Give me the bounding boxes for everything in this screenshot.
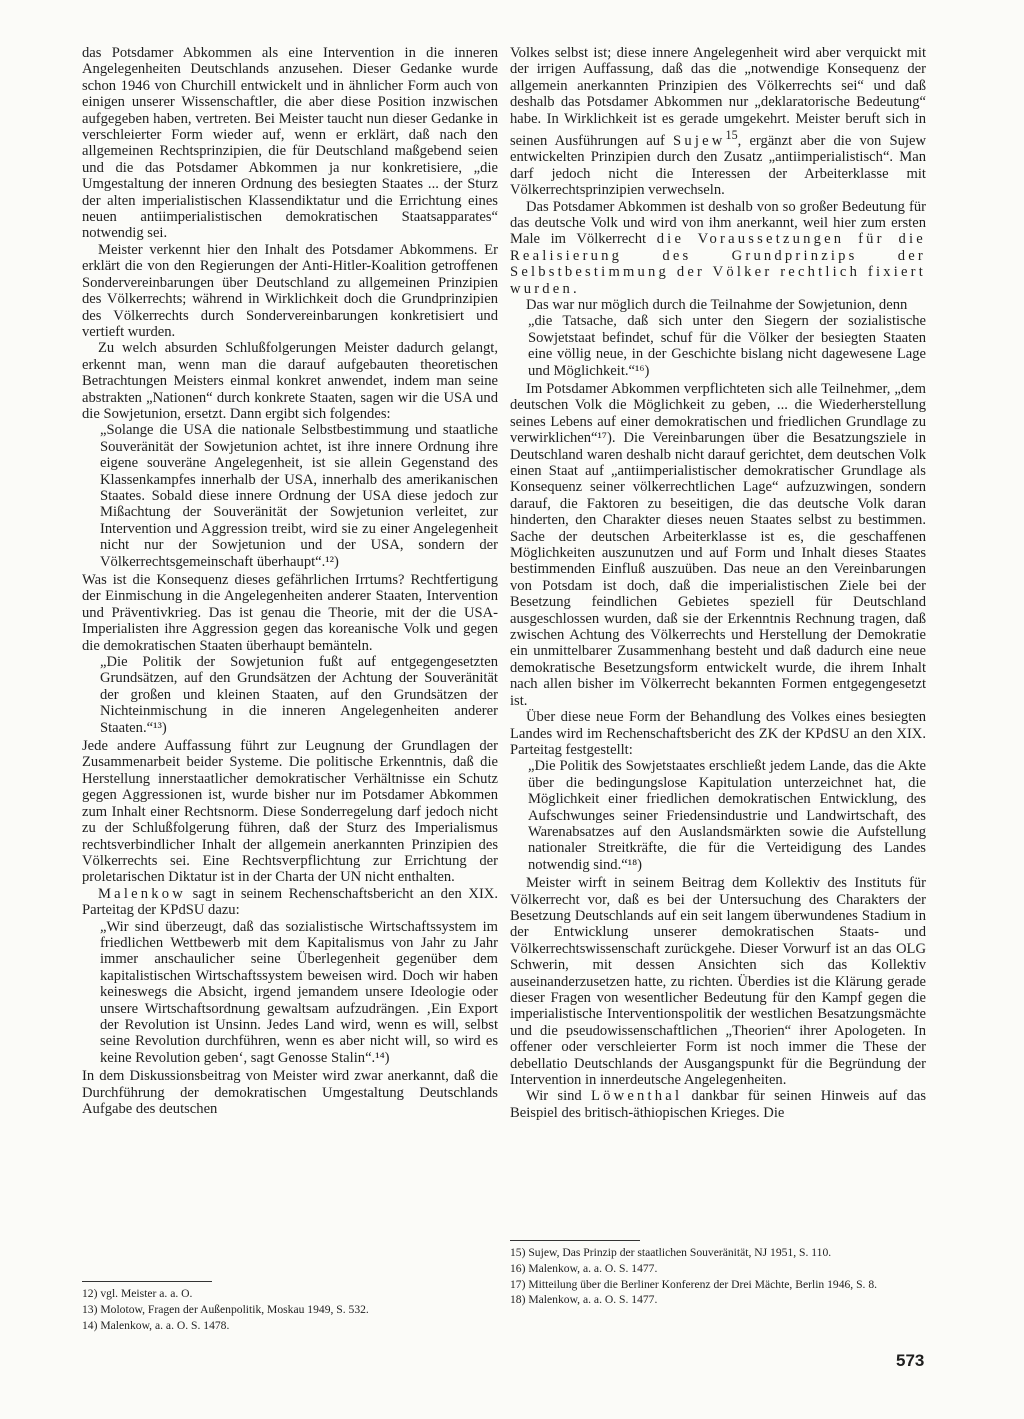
paragraph: Meister wirft in seinem Beitrag dem Kollektiv des Instituts für Völkerrecht vor, daß es bei der Untersuchung des Charakters der Besetzung Deutschlands auf ein seit langem überwundenes Stadium in der Entwicklung unserer demokratischen Staats- und Völkerrechtswissenschaft zurückgehe. Dieser Vorwurf ist an das OLG Schwerin, mit dessen Ansichten sich das Kollektiv auseinanderzusetzen hatte, zu richten. Überdies ist die Klärung gerade dieser Fragen von wesentlicher Bedeutung für den Kampf gegen die imperialistische Interventionspolitik der westlichen Besatzungsmächte und die pseudowissenschaftlichen „Theorien“ ihrer Apologeten. In offener oder verschleierter Form ist noch immer die These der debellatio Deutschlands der Ausgangspunkt für die Begründung der Intervention in innerdeutsche Angelegenheiten. — [510, 875, 926, 1089]
footnote-rule — [82, 1281, 212, 1282]
block-quote: „Wir sind überzeugt, daß das sozialistische Wirtschaftssystem im friedlichen Wettbewerb mit dem Kapitalismus von Jahr zu Jahr immer anschaulicher seine Überlegenheit gegenüber dem kapitalistischen Wirtschaftssystem beweisen wird. Doch wir haben keineswegs die Absicht, irgend jemandem unsere Ideologie oder unsere Wirtschaftsordnung gewaltsam aufzudrängen. ‚Ein Export der Revolution ist Unsinn. Jedes Land wird, wenn es will, selbst seine Revolution durchführen, wenn es aber nicht will, so wird es keine Revolution geben‘, sagt Genosse Stalin“.¹⁴) — [100, 918, 498, 1066]
footnote: 14) Malenkow, a. a. O. S. 1478. — [82, 1318, 230, 1332]
spaced-name: Löwenthal — [591, 1088, 683, 1105]
footnote: 15) Sujew, Das Prinzip der staatlichen Souveränität, NJ 1951, S. 110. — [510, 1246, 832, 1259]
paragraph — [510, 1088, 926, 1121]
footnote: 18) Malenkow, a. a. O. S. 1477. — [510, 1293, 658, 1307]
paragraph-text: sagt in seinem Rechenschaftsbericht an den XIX. Parteitag der KPdSU dazu: — [82, 885, 498, 919]
paragraph — [82, 886, 498, 919]
paragraph-text: , ergänzt aber die von Sujew entwickelten Prinzipien durch den Zusatz „antiimperialistisch“. Man darf jedoch nicht die Interessen der Arbeiterklasse mit Völkerrechtsprinzipien verwechseln. — [510, 132, 926, 199]
paragraph: In dem Diskussionsbeitrag von Meister wird zwar anerkannt, daß die Durchführung der demokratischen Umgestaltung Deutschlands Aufgabe des deutschen — [82, 1068, 498, 1117]
paragraph: Im Potsdamer Abkommen verpflichteten sich alle Teilnehmer, „dem deutschen Volk die Möglichkeit zu geben, ... die Wiederherstellung seines Lebens auf einer demokratischen und friedlichen Grundlage zu verwirklichen“¹⁷). Die Vereinbarungen über die Besatzungsziele in Deutschland waren deshalb nicht darauf gerichtet, dem deutschen Volk einen Staat auf „antiimperialistischer demokratischer Grundlage als Konsequenz seiner völkerrechtlichen Lage“ aufzuzwingen, sondern darauf, die Faktoren zu beseitigen, die das deutsche Volk daran hinderten, den Charakter dieses neuen Staates selbst zu bestimmen. Sache der deutschen Arbeiterklasse ist es, die geschaffenen Möglichkeiten auszunutzen und auf Form und Inhalt dieses Staates bestimmenden Einfluß auszuüben. Das neue an den Vereinbarungen von Potsdam ist doch, daß die imperialistischen Ziele bei der Besetzung feindlichen Gebietes speziell für Deutschland ausgeschlossen wurden, daß sie der Erkenntnis Rechnung tragen, daß zwischen Achtung des Völkerrechts und Herstellung der Demokratie ein unmittelbarer Zusammenhang besteht und daß dadurch eine neue demokratische Besetzungsform entwickelt wurde, die ihrem Inhalt nach allen bisher im Völkerrecht bekannten Formen entgegengesetzt ist. — [510, 380, 926, 709]
paragraph — [510, 45, 926, 199]
footnote: 12) vgl. Meister a. a. O. — [82, 1287, 193, 1300]
paragraph-text: Volkes selbst ist; diese innere Angelegenheit wird aber verquickt mit der irrigen Auffassung, daß das die „notwendige Konsequenz der allgemein anerkannten Prinzipien des Völkerrechts sei“ und daß deshalb das Potsdamer Abkommen nur „deklaratorische Bedeutung“ habe. In Wirklichkeit ist es gerade umgekehrt. Meister beruft sich in seinen Ausführungen auf — [510, 45, 926, 149]
footnotes-left — [82, 1281, 498, 1334]
footnotes-right — [510, 1240, 926, 1309]
paragraph: Was ist die Konsequenz dieses gefährlichen Irrtums? Rechtfertigung der Einmischung in die Angelegenheiten anderer Staaten, Intervention und Präventivkrieg. Das ist genau die Theorie, mit der die USA-Imperialisten ihre Aggression gegen das koreanische Volk und gegen die demokratischen Staaten überhaupt bemänteln. — [82, 572, 498, 654]
block-quote: „die Tatsache, daß sich unter den Siegern der sozialistische Sowjetstaat befindet, schuf für die Völker der besiegten Staaten eine völlig neue, in der Geschichte bislang nicht dagewesene Lage und Möglichkeit.“¹⁶) — [528, 313, 926, 379]
footnote: 13) Molotow, Fragen der Außenpolitik, Moskau 1949, S. 532. — [82, 1302, 369, 1316]
block-quote: „Die Politik der Sowjetunion fußt auf entgegengesetzten Grundsätzen, auf den Grundsätzen der Achtung der Souveränität der großen und kleinen Staaten, auf den Grundsätzen der Nichteinmischung in die inneren Angelegenheiten anderer Staaten.“¹³) — [100, 654, 498, 736]
block-quote: „Solange die USA die nationale Selbstbestimmung und staatliche Souveränität der Sowjetunion achtet, ist ihre innere Ordnung ihre eigene souveräne Angelegenheit, ist sie allein Gegenstand des Klassenkampfes innerhalb der USA, innerhalb des amerikanischen Staates. Sobald diese innere Ordnung der USA diese jedoch zur Mißachtung der Souveränität der Sowjetunion verleitet, zur Intervention und Aggression treibt, wird sie zu einer Angelegenheit nicht nur der Sowjetunion und der USA, sondern der Völkerrechtsgemeinschaft überhaupt“.¹²) — [100, 422, 498, 570]
paragraph-text: Das Potsdamer Abkommen ist deshalb von so großer Bedeutung für das deutsche Volk und wird von ihm anerkannt, weil hier zum ersten Male im Völkerrecht — [510, 198, 926, 248]
spaced-name: Sujew — [673, 132, 726, 149]
paragraph: das Potsdamer Abkommen als eine Intervention in die inneren Angelegenheiten Deutschlands anzusehen. Dieser Gedanke wurde schon 1946 von Churchill entwickelt und in ähnlicher Form auch von einigen unserer Wissenschaftler, die aber diese Position inzwischen aufgegeben haben, vertreten. Bei Meister taucht nun dieser Gedanke in verschleierter Form wieder auf, wenn er erklärt, daß nach den allgemeinen Rechtsprinzipien, die für Deutschland maßgebend seien und die das Potsdamer Abkommen ja nur konkretisiere, „die Umgestaltung der inneren Ordnung des besiegten Staates ... der Sturz der alten imperialistischen Klassendiktatur und die Errichtung eines neuen antiimperialistischen demokratischen Staatsapparates“ notwendig sei. — [82, 45, 498, 242]
paragraph: Jede andere Auffassung führt zur Leugnung der Grundlagen der Zusammenarbeit beider Systeme. Die politische Erkenntnis, daß die Herstellung innerstaatlicher demokratischer Verhältnisse ein Schutz gegen Aggressionen ist, wurde bisher nur im Potsdamer Abkommen zum Inhalt einer Rechtsnorm. Diese Sonderregelung darf jedoch nicht zu der Schlußfolgerung führen, daß der Sturz des Imperialismus rechtsverbindlicher Inhalt der allgemein anerkannten Prinzipien des Völkerrechts sei. Eine Rechtsverpflichtung zur Errichtung der proletarischen Diktatur ist in der Charta der UN nicht enthalten. — [82, 738, 498, 886]
paragraph — [510, 199, 926, 297]
footnote: 16) Malenkow, a. a. O. S. 1477. — [510, 1261, 658, 1275]
footnote: 17) Mitteilung über die Berliner Konferenz der Drei Mächte, Berlin 1946, S. 8. — [510, 1277, 878, 1291]
block-quote: „Die Politik des Sowjetstaates erschließt jedem Lande, das die Akte über die bedingungslose Kapitulation unterzeichnet hat, die Möglichkeit einer friedlichen demokratischen Entwicklung, des Aufschwunges seiner Friedensindustrie und Landwirtschaft, des Warenabsatzes auf den Auslandsmärkten sowie die Aufstellung nationaler Streitkräfte, die für die Verteidigung des Landes notwendig sind.“¹⁸) — [528, 758, 926, 873]
paragraph: Zu welch absurden Schlußfolgerungen Meister dadurch gelangt, erkennt man, wenn man die darauf aufgebauten theoretischen Betrachtungen Meisters einmal konkret anwendet, indem man seine abstrakten „Nationen“ durch konkrete Staaten, sagen wir die USA und die Sowjetunion, ersetzt. Dann ergibt sich folgendes: — [82, 340, 498, 422]
page-number: 573 — [896, 1351, 925, 1370]
paragraph-text: dankbar für seinen Hinweis auf das Beispiel des britisch-äthiopischen Krieges. Die — [510, 1088, 926, 1121]
left-column — [82, 45, 498, 1117]
paragraph: Meister verkennt hier den Inhalt des Potsdamer Abkommens. Er erklärt die von den Regierungen der Anti-Hitler-Koalition getroffenen Sondervereinbarungen über Deutschland zu allgemeinen Prinzipien des Völkerrechts; während in Wirklichkeit doch die Grundprinzipien des Völkerrechts durch Sondervereinbarungen konkretisiert und vertieft wurden. — [82, 241, 498, 340]
footnote-ref: 15 — [725, 128, 738, 143]
paragraph: Über diese neue Form der Behandlung des Volkes eines besiegten Landes wird im Rechenschaftsbericht des ZK der KPdSU an den XIX. Parteitag festgestellt: — [510, 709, 926, 758]
paragraph-text: Wir sind — [526, 1088, 592, 1105]
right-column — [510, 45, 926, 1121]
footnote-rule — [510, 1240, 640, 1241]
spaced-name: Malenkow — [98, 885, 187, 902]
paragraph: Das war nur möglich durch die Teilnahme der Sowjetunion, denn — [526, 296, 908, 313]
spaced-emphasis: die Voraussetzungen für die Realisierung des Grundprinzips der Selbstbestimmung der Völker rechtlich fixiert wurden. — [510, 231, 926, 297]
